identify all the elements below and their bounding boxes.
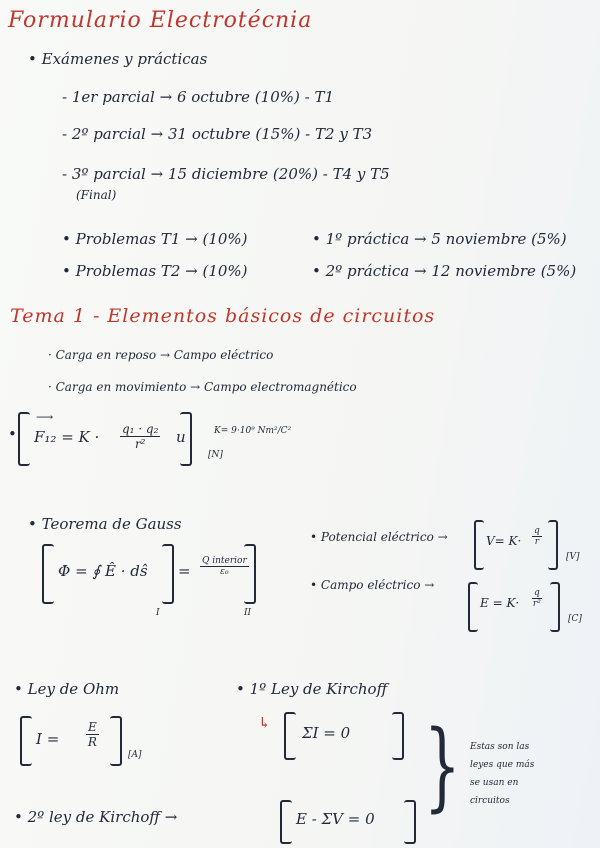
coulomb-fraction: [120, 422, 160, 451]
gauss-numerator: Q interior: [202, 556, 247, 566]
coulomb-unit: [N]: [208, 450, 223, 460]
formula-bracket-left: [280, 800, 292, 844]
formula-bracket-left: [474, 520, 484, 570]
gauss-lhs: Φ = ∮ Ê · dŝ: [58, 562, 148, 580]
ohm-label: • Ley de Ohm: [14, 680, 120, 698]
kirchhoff1-label: • 1º Ley de Kirchoff: [236, 680, 388, 698]
formula-bracket-left: [284, 712, 296, 760]
ohm-denominator: R: [87, 735, 97, 749]
kirchhoff1-formula: ΣI = 0: [302, 724, 351, 742]
note-line: circuitos: [470, 796, 510, 806]
gauss-label-1: I: [156, 608, 160, 618]
potential-numerator: q: [534, 526, 540, 536]
coulomb-denominator: r²: [134, 437, 146, 451]
page-title: Formulario Electrotécnia: [8, 8, 313, 33]
formula-bracket-right: [162, 544, 174, 604]
field-lhs: E = K·: [480, 596, 520, 610]
exams-heading: • Exámenes y prácticas: [28, 50, 208, 68]
gauss-heading: • Teorema de Gauss: [28, 515, 182, 533]
ohm-unit: [A]: [128, 750, 142, 760]
exam-item: - 3º parcial → 15 diciembre (20%) - T4 y T5: [62, 165, 390, 183]
exam-item: - 2º parcial → 31 octubre (15%) - T2 y T3: [62, 125, 373, 143]
ohm-lhs: I =: [36, 730, 60, 748]
formula-bracket-right: [244, 544, 256, 604]
coulomb-unit-vector: u: [176, 428, 186, 446]
field-denominator: r²: [532, 599, 541, 609]
formula-bracket-right: [548, 520, 558, 570]
ohm-fraction: [86, 720, 99, 749]
practice-item: • 2º práctica → 12 noviembre (5%): [312, 262, 577, 280]
curly-brace-icon: }: [424, 710, 461, 822]
potential-label: • Potencial eléctrico →: [310, 530, 448, 544]
note-line: se usan en: [470, 778, 519, 788]
concept-bullet: · Carga en movimiento → Campo electromagnético: [48, 380, 357, 394]
coulomb-constant: K= 9·10⁹ Nm²/C²: [214, 426, 292, 436]
ohm-numerator: E: [88, 720, 97, 734]
formula-bracket-left: [42, 544, 54, 604]
gauss-fraction: [200, 556, 249, 577]
field-numerator: q: [534, 588, 540, 598]
field-label: • Campo eléctrico →: [310, 578, 435, 592]
kirchhoff2-formula: E - ΣV = 0: [296, 810, 375, 828]
potential-lhs: V= K·: [486, 534, 522, 548]
potential-denominator: r: [534, 537, 540, 547]
note-line: Estas son las: [470, 742, 530, 752]
problems-item: • Problemas T2 → (10%): [62, 262, 248, 280]
problems-item: • Problemas T1 → (10%): [62, 230, 248, 248]
coulomb-lhs: F₁₂ = K ·: [34, 428, 100, 446]
section-heading: Tema 1 - Elementos básicos de circuitos: [10, 305, 436, 327]
kirchhoff2-label: • 2º ley de Kirchoff →: [14, 808, 178, 826]
exam-item: - 1er parcial → 6 octubre (10%) - T1: [62, 88, 334, 106]
formula-bracket-right: [110, 716, 122, 766]
gauss-label-2: II: [244, 608, 252, 618]
formula-bracket-right: [550, 582, 560, 632]
formula-bracket-left: [18, 412, 30, 466]
potential-unit: [V]: [566, 552, 580, 562]
gauss-denominator: ε₀: [220, 567, 229, 577]
coulomb-numerator: q₁ · q₂: [122, 422, 159, 436]
formula-bracket-right: [180, 412, 192, 466]
formula-bracket-left: [468, 582, 478, 632]
gauss-equals: =: [178, 562, 191, 580]
exam-final-note: (Final): [76, 188, 117, 202]
field-unit: [C]: [568, 614, 582, 624]
formula-bracket-right: [392, 712, 404, 760]
field-fraction: [532, 588, 542, 609]
return-arrow-icon: ↳: [258, 714, 271, 732]
vector-arrow-icon: ⟶: [36, 410, 54, 424]
practice-item: • 1º práctica → 5 noviembre (5%): [312, 230, 567, 248]
formula-bracket-right: [404, 800, 416, 844]
potential-fraction: [532, 526, 542, 547]
formula-bracket-left: [20, 716, 32, 766]
bullet-dot: •: [8, 425, 17, 443]
concept-bullet: · Carga en reposo → Campo eléctrico: [48, 348, 274, 362]
note-line: leyes que más: [470, 760, 535, 770]
